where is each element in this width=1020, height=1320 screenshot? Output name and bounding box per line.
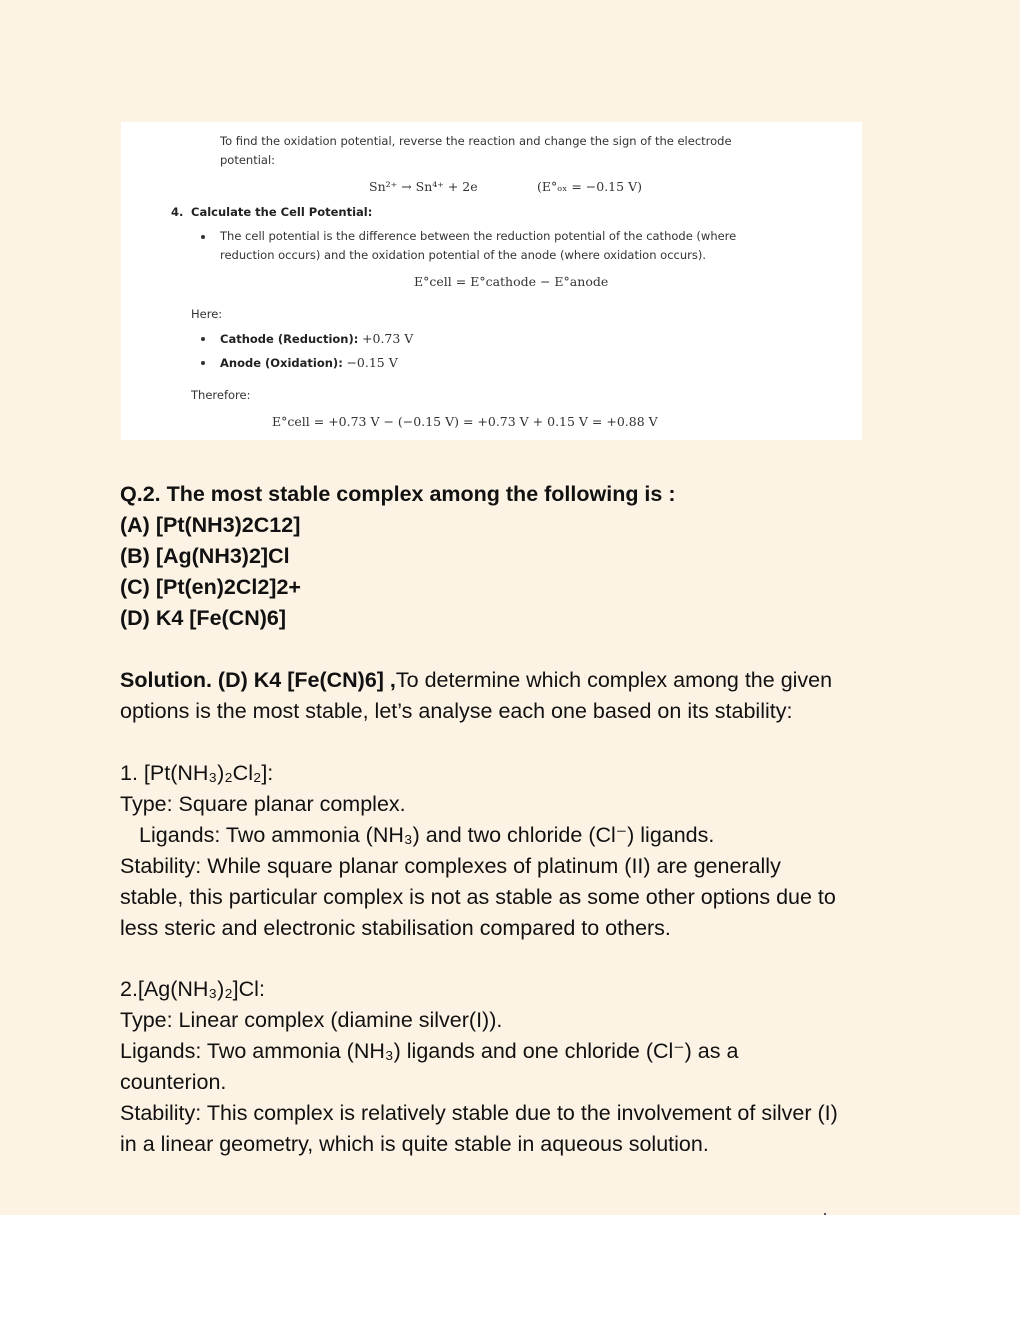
here-label: Here: — [191, 307, 223, 321]
item-1-stability-line-2: stable, this particular complex is not as stable as some other options due to — [120, 885, 836, 909]
solution-lead: Solution. (D) K4 [Fe(CN)6] , — [120, 668, 396, 692]
option-b: (B) [Ag(NH3)2]Cl — [120, 544, 290, 568]
oxidation-reaction: Sn²⁺ → Sn⁴⁺ + 2e — [369, 179, 478, 194]
option-a: (A) [Pt(NH3)2C12] — [120, 513, 301, 537]
definition-line-1: The cell potential is the difference between the reduction potential of the cathode (where — [220, 229, 737, 243]
cathode-row — [220, 331, 413, 346]
cell-potential-formula: E°cell = E°cathode − E°anode — [414, 274, 609, 289]
anode-label: Anode (Oxidation): — [220, 356, 343, 370]
item-1-stability-line-1: Stability: While square planar complexes of platinum (II) are generally — [120, 854, 781, 878]
definition-line-2: reduction occurs) and the oxidation potential of the anode (where oxidation occurs). — [220, 248, 706, 262]
step-4-number: 4. — [171, 205, 184, 219]
option-c: (C) [Pt(en)2Cl2]2+ — [120, 575, 301, 599]
therefore-label: Therefore: — [191, 388, 251, 402]
solution-line-2: options is the most stable, let’s analyse each one based on its stability: — [120, 699, 793, 723]
cathode-value: +0.73 V — [362, 331, 414, 346]
item-2-stability-line-2: in a linear geometry, which is quite stable in aqueous solution. — [120, 1132, 709, 1156]
item-2-heading: 2.[Ag(NH₃)₂]Cl: — [120, 977, 265, 1001]
item-2-type: Type: Linear complex (diamine silver(I)). — [120, 1008, 503, 1032]
item-2-ligands-line-1: Ligands: Two ammonia (NH₃) ligands and one chloride (Cl⁻) as a — [120, 1039, 739, 1063]
item-1-heading: 1. [Pt(NH₃)₂Cl₂]: — [120, 761, 274, 785]
item-1-stability-line-3: less steric and electronic stabilisation compared to others. — [120, 916, 671, 940]
solution-intro: To determine which complex among the given — [395, 668, 833, 692]
bullet-dot — [201, 337, 205, 341]
item-1-type: Type: Square planar complex. — [120, 792, 406, 816]
final-cell-potential-equation: E°cell = +0.73 V − (−0.15 V) = +0.73 V + 0.15 V = +0.88 V — [272, 414, 658, 429]
bullet-dot — [201, 235, 205, 239]
anode-row — [220, 355, 398, 370]
intro-line-2: potential: — [220, 153, 276, 167]
embedded-solution-screenshot — [121, 122, 862, 440]
stray-mark — [824, 1213, 826, 1215]
solution-line-1 — [120, 665, 910, 696]
item-1-ligands: Ligands: Two ammonia (NH₃) and two chloride (Cl⁻) ligands. — [139, 823, 715, 847]
bullet-dot — [201, 361, 205, 365]
option-d: (D) K4 [Fe(CN)6] — [120, 606, 287, 630]
anode-value: −0.15 V — [346, 355, 398, 370]
oxidation-potential: (E°ₒₓ = −0.15 V) — [537, 179, 642, 194]
question-title: Q.2. The most stable complex among the following is : — [120, 482, 676, 506]
item-2-ligands-line-2: counterion. — [120, 1070, 227, 1094]
intro-line-1: To find the oxidation potential, reverse the reaction and change the sign of the electrode — [220, 134, 732, 148]
step-4-title: Calculate the Cell Potential: — [191, 205, 373, 219]
item-2-stability-line-1: Stability: This complex is relatively stable due to the involvement of silver (I) — [120, 1101, 838, 1125]
cathode-label: Cathode (Reduction): — [220, 332, 359, 346]
